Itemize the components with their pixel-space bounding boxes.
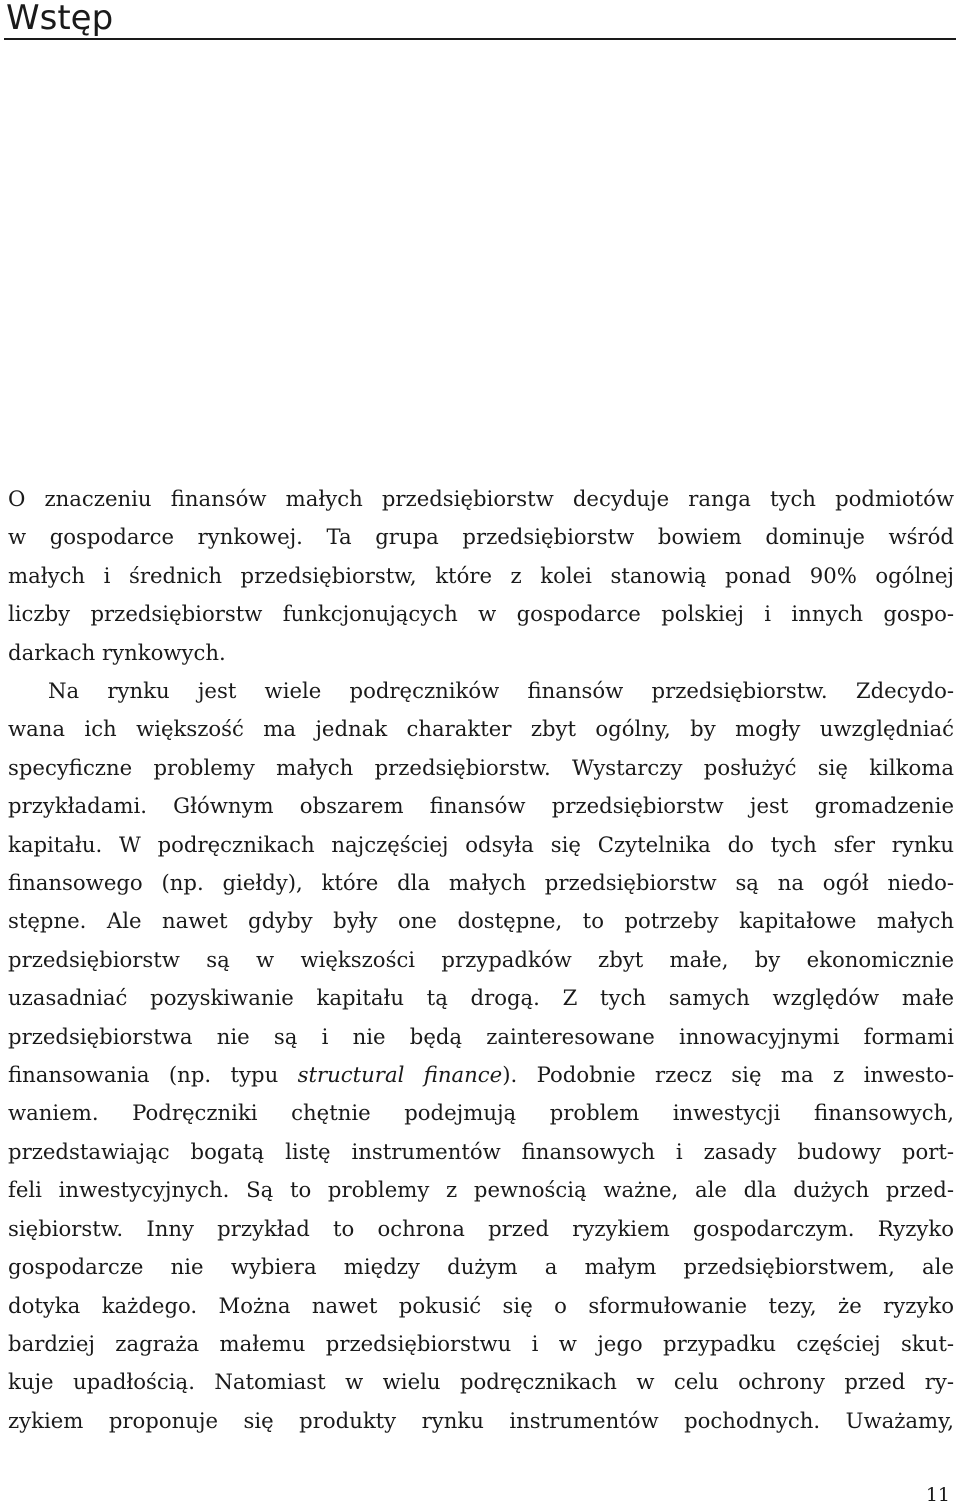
text-line: darkach rynkowych. <box>8 639 226 665</box>
text-segment: ). Podobnie rzecz się ma z inwesto- <box>502 1062 954 1088</box>
text-line: przykładami. Głównym obszarem finansów przedsiębiorstw jest gromadzenie <box>8 793 954 819</box>
text-line: specyficzne problemy małych przedsiębiorstw. Wystarczy posłużyć się kilkoma <box>8 754 954 780</box>
text-line: finansowego (np. giełdy), które dla małych przedsiębiorstw są na ogół niedo- <box>8 870 954 896</box>
paragraph-1 <box>8 480 954 672</box>
text-line: kuje upadłością. Natomiast w wielu podręcznikach w celu ochrony przed ry- <box>8 1369 954 1395</box>
italic-term: structural finance <box>297 1062 503 1088</box>
text-line: przedsiębiorstw są w większości przypadków zbyt małe, by ekonomicznie <box>8 946 954 972</box>
text-line: kapitału. W podręcznikach najczęściej odsyła się Czytelnika do tych sfer rynku <box>8 831 954 857</box>
text-line: Na rynku jest wiele podręczników finansów przedsiębiorstw. Zdecydo- <box>48 678 954 703</box>
text-line: w gospodarce rynkowej. Ta grupa przedsiębiorstw bowiem dominuje wśród <box>8 524 954 550</box>
text-line: stępne. Ale nawet gdyby były one dostępne, to potrzeby kapitałowe małych <box>8 908 954 934</box>
text-line: O znaczeniu finansów małych przedsiębiorstw decyduje ranga tych podmiotów <box>8 486 954 511</box>
text-line: siębiorstw. Inny przykład to ochrona przed ryzykiem gospodarczym. Ryzyko <box>8 1215 954 1241</box>
text-line: liczby przedsiębiorstw funkcjonujących w gospodarce polskiej i innych gospo- <box>8 601 954 627</box>
paragraph-2 <box>8 672 954 1440</box>
text-line: dotyka każdego. Można nawet pokusić się o sformułowanie tezy, że ryzyko <box>8 1292 954 1318</box>
text-line: małych i średnich przedsiębiorstw, które z kolei stanowią ponad 90% ogólnej <box>8 562 954 588</box>
heading-rule <box>4 38 956 40</box>
text-segment: finansowania (np. typu <box>8 1062 298 1088</box>
text-line: przedstawiając bogatą listę instrumentów finansowych i zasady budowy port- <box>8 1138 954 1164</box>
page-title: Wstęp <box>6 0 114 38</box>
text-line: feli inwestycyjnych. Są to problemy z pewnością ważne, ale dla dużych przed- <box>8 1177 954 1203</box>
page-number: 11 <box>925 1484 950 1506</box>
text-line: wana ich większość ma jednak charakter zbyt ogólny, by mogły uwzględniać <box>8 716 954 742</box>
text-line: bardziej zagraża małemu przedsiębiorstwu i w jego przypadku częściej skut- <box>8 1330 954 1356</box>
text-line: przedsiębiorstwa nie są i nie będą zainteresowane innowacyjnymi formami <box>8 1023 954 1049</box>
text-line-with-italic <box>8 1056 954 1094</box>
text-line: zykiem proponuje się produkty rynku instrumentów pochodnych. Uważamy, <box>8 1407 954 1433</box>
text-line: uzasadniać pozyskiwanie kapitału tą drogą. Z tych samych względów małe <box>8 985 954 1011</box>
text-line: gospodarcze nie wybiera między dużym a małym przedsiębiorstwem, ale <box>8 1254 954 1280</box>
text-line: waniem. Podręczniki chętnie podejmują problem inwestycji finansowych, <box>8 1100 954 1126</box>
